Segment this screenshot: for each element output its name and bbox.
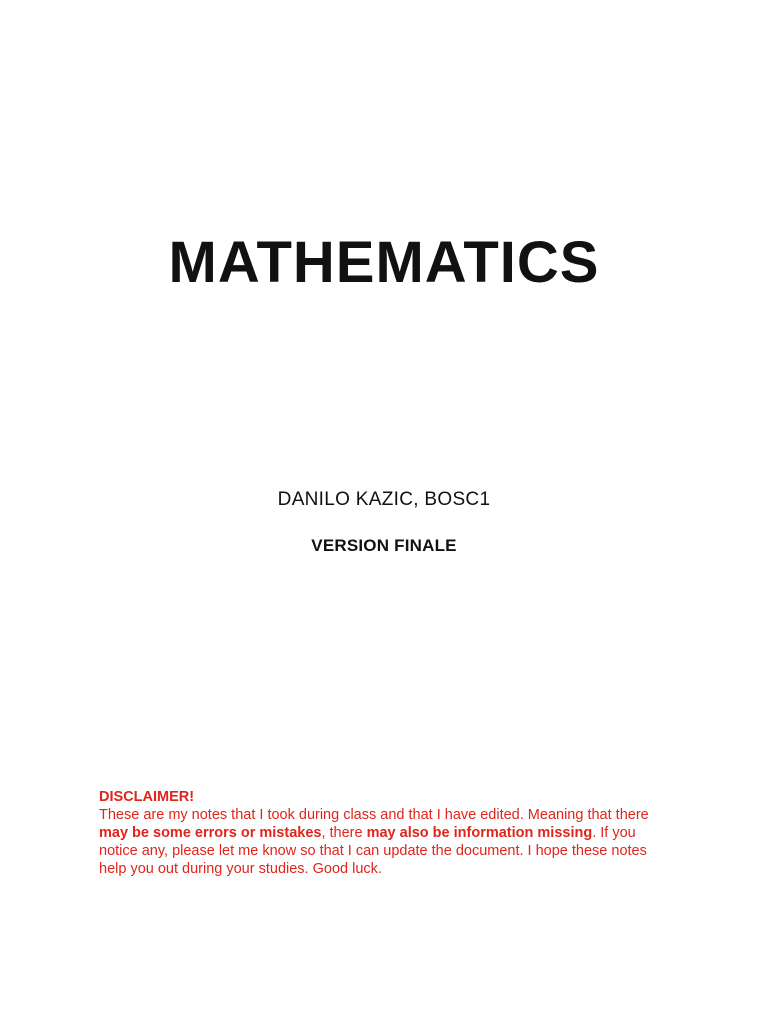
- document-title: MATHEMATICS: [168, 230, 600, 295]
- disclaimer-text-3: . If you notice any, please let me know so that I can update the document. I hope these notes help you out during your studies. Good luck.: [99, 825, 647, 877]
- disclaimer-heading: DISCLAIMER!: [99, 789, 195, 805]
- disclaimer-bold-1: may be some errors or mistakes: [99, 825, 322, 841]
- disclaimer-bold-2: may also be information missing: [366, 825, 593, 841]
- disclaimer-text-2: , there: [321, 825, 367, 841]
- version-line: VERSION FINALE: [311, 536, 457, 555]
- author-line: DANILO KAZIC, BOSC1: [277, 489, 491, 510]
- disclaimer-text-1: These are my notes that I took during class and that I have edited. Meaning that there: [99, 807, 649, 823]
- disclaimer-block: [99, 788, 669, 878]
